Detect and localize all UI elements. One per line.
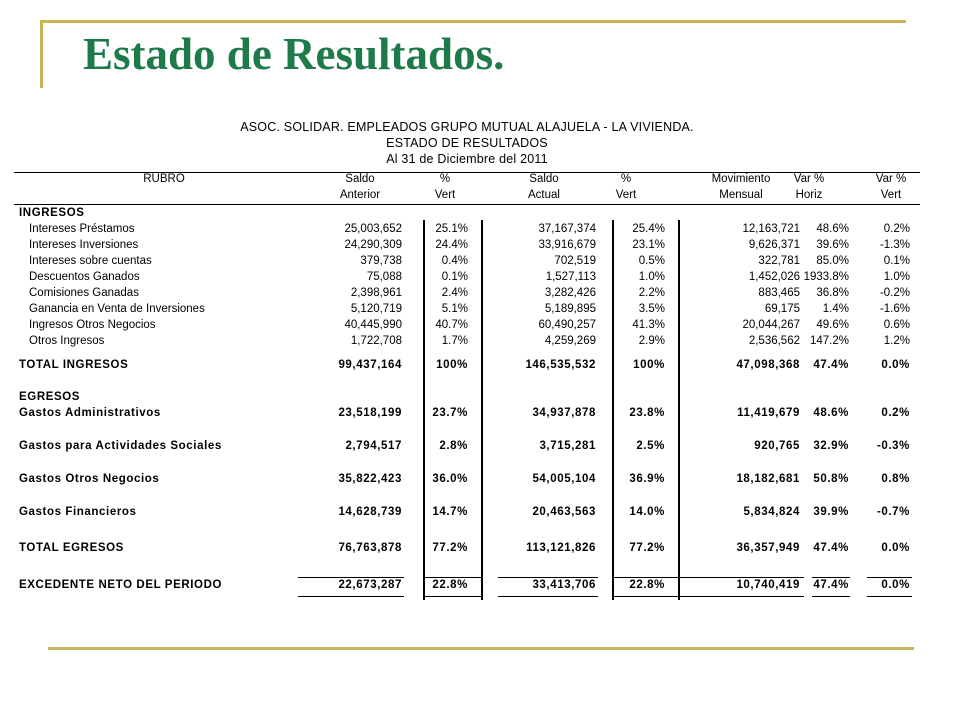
table-cell: 40,445,990: [344, 319, 402, 331]
table-cell: 0.4%: [441, 255, 468, 267]
table-cell: 0.0%: [881, 579, 910, 591]
table-cell: 1.4%: [822, 303, 849, 315]
total-underline: [612, 577, 678, 578]
report-title: ESTADO DE RESULTADOS: [386, 136, 548, 150]
table-cell: 48.6%: [813, 407, 849, 419]
table-cell: 0.2%: [883, 223, 910, 235]
column-header-7-line2: Horiz: [795, 189, 823, 201]
total-underline: [680, 596, 804, 597]
table-cell: 25.1%: [435, 223, 468, 235]
table-cell: 22.8%: [432, 579, 468, 591]
table-cell: 113,121,826: [526, 542, 596, 554]
table-cell: 0.0%: [881, 542, 910, 554]
table-cell: 920,765: [754, 440, 800, 452]
table-cell: 47,098,368: [736, 359, 800, 371]
table-cell: 36.0%: [432, 473, 468, 485]
table-cell: 33,413,706: [532, 579, 596, 591]
table-cell: 0.5%: [638, 255, 665, 267]
column-header-5-line1: %: [620, 173, 632, 185]
table-cell: 1.2%: [883, 335, 910, 347]
table-cell: 77.2%: [432, 542, 468, 554]
bottom-rule: [48, 647, 914, 650]
column-header-5-line2: Vert: [615, 189, 637, 201]
table-cell: 5,189,895: [544, 303, 596, 315]
column-header-3-line1: %: [439, 173, 451, 185]
table-cell: 33,916,679: [538, 239, 596, 251]
total-underline: [498, 577, 598, 578]
table-cell: 32.9%: [813, 440, 849, 452]
table-cell: 2.9%: [638, 335, 665, 347]
table-cell: 47.4%: [813, 579, 849, 591]
table-rule: [14, 204, 920, 205]
table-cell: 25.4%: [632, 223, 665, 235]
row-label: Intereses Inversiones: [29, 239, 139, 251]
table-cell: 23.1%: [632, 239, 665, 251]
row-label: EXCEDENTE NETO DEL PERIODO: [19, 579, 223, 591]
row-label: Gastos Otros Negocios: [19, 473, 160, 485]
table-cell: 9,626,371: [748, 239, 800, 251]
total-underline: [612, 596, 678, 597]
column-header-6-line2: Mensual: [719, 189, 763, 201]
vert-column-border: [481, 220, 483, 600]
slide-title: Estado de Resultados.: [83, 29, 505, 79]
table-cell: 24.4%: [435, 239, 468, 251]
row-label: Ingresos Otros Negocios: [29, 319, 156, 331]
table-cell: 2,794,517: [345, 440, 402, 452]
total-underline: [423, 577, 481, 578]
table-cell: 14,628,739: [338, 506, 402, 518]
total-underline: [498, 596, 598, 597]
table-cell: 18,182,681: [736, 473, 800, 485]
row-label: TOTAL EGRESOS: [19, 542, 124, 554]
table-cell: 0.6%: [883, 319, 910, 331]
table-cell: 14.0%: [629, 506, 665, 518]
table-cell: 76,763,878: [338, 542, 402, 554]
column-header-8-line1: Var %: [875, 173, 907, 185]
column-header-1-line1: RUBRO: [143, 173, 185, 185]
table-cell: 1,527,113: [545, 271, 596, 283]
table-cell: 5,120,719: [350, 303, 402, 315]
table-cell: 2.2%: [638, 287, 665, 299]
table-cell: 1.0%: [638, 271, 665, 283]
table-cell: 1933.8%: [803, 271, 849, 283]
table-cell: 34,937,878: [532, 407, 596, 419]
column-header-8-line2: Vert: [880, 189, 902, 201]
table-cell: 1,452,026: [748, 271, 800, 283]
table-cell: 100%: [633, 359, 665, 371]
table-cell: 12,163,721: [742, 223, 800, 235]
table-cell: 702,519: [554, 255, 596, 267]
row-label: Gastos Administrativos: [19, 407, 161, 419]
table-cell: 379,738: [360, 255, 402, 267]
table-cell: 3,282,426: [544, 287, 596, 299]
table-cell: 23.8%: [629, 407, 665, 419]
total-underline: [423, 596, 481, 597]
total-underline: [867, 577, 912, 578]
row-label: Otros Ingresos: [29, 335, 105, 347]
table-cell: 2.5%: [636, 440, 665, 452]
row-label: Gastos para Actividades Sociales: [19, 440, 222, 452]
column-header-3-line2: Vert: [434, 189, 456, 201]
table-cell: 146,535,532: [525, 359, 596, 371]
table-cell: 75,088: [366, 271, 402, 283]
table-cell: 0.1%: [883, 255, 910, 267]
table-cell: 20,463,563: [532, 506, 596, 518]
table-cell: 2.4%: [441, 287, 468, 299]
table-cell: 54,005,104: [532, 473, 596, 485]
table-cell: 0.2%: [881, 407, 910, 419]
total-underline: [298, 596, 404, 597]
column-header-4-line2: Actual: [528, 189, 560, 201]
table-cell: 1,722,708: [350, 335, 402, 347]
report-org-name: ASOC. SOLIDAR. EMPLEADOS GRUPO MUTUAL ALAJUELA - LA VIVIENDA.: [240, 120, 694, 134]
row-label: TOTAL INGRESOS: [19, 359, 129, 371]
row-label: Comisiones Ganadas: [29, 287, 139, 299]
row-label: Gastos Financieros: [19, 506, 137, 518]
income-statement-table: [14, 120, 920, 600]
row-label: EGRESOS: [19, 391, 81, 403]
table-cell: 11,419,679: [737, 407, 800, 419]
table-cell: 99,437,164: [338, 359, 402, 371]
table-cell: 10,740,419: [736, 579, 800, 591]
report-date: Al 31 de Diciembre del 2011: [386, 152, 548, 166]
table-cell: -0.3%: [876, 440, 910, 452]
table-cell: 39.9%: [813, 506, 849, 518]
table-cell: 40.7%: [435, 319, 468, 331]
table-cell: 4,259,269: [544, 335, 596, 347]
top-rule: [40, 20, 906, 23]
table-cell: 36.9%: [629, 473, 665, 485]
table-cell: 47.4%: [813, 359, 849, 371]
table-cell: 48.6%: [816, 223, 849, 235]
vert-column-border: [678, 220, 680, 600]
row-label: Intereses sobre cuentas: [29, 255, 152, 267]
table-cell: 69,175: [764, 303, 800, 315]
table-cell: 22.8%: [629, 579, 665, 591]
table-cell: 60,490,257: [538, 319, 596, 331]
table-cell: 2,398,961: [350, 287, 402, 299]
total-underline: [867, 596, 912, 597]
table-cell: 0.0%: [881, 359, 910, 371]
table-cell: 35,822,423: [338, 473, 402, 485]
column-header-6-line1: Movimiento: [711, 173, 771, 185]
table-cell: 100%: [436, 359, 468, 371]
table-cell: 47.4%: [813, 542, 849, 554]
left-rule: [40, 20, 43, 88]
table-cell: 50.8%: [813, 473, 849, 485]
total-underline: [298, 577, 404, 578]
table-cell: 1.0%: [883, 271, 910, 283]
row-label: Intereses Préstamos: [29, 223, 135, 235]
column-header-2-line2: Anterior: [339, 189, 381, 201]
table-cell: 3,715,281: [539, 440, 596, 452]
table-cell: -1.6%: [879, 303, 910, 315]
table-cell: 22,673,287: [338, 579, 402, 591]
table-cell: 41.3%: [632, 319, 665, 331]
table-cell: 0.1%: [441, 271, 468, 283]
table-cell: 2.8%: [439, 440, 468, 452]
table-cell: 24,290,309: [344, 239, 402, 251]
table-cell: 37,167,374: [538, 223, 596, 235]
table-cell: 0.8%: [881, 473, 910, 485]
table-cell: -0.7%: [876, 506, 910, 518]
table-cell: -1.3%: [879, 239, 910, 251]
row-label: INGRESOS: [19, 207, 85, 219]
table-cell: -0.2%: [879, 287, 910, 299]
total-underline: [812, 577, 850, 578]
table-cell: 5.1%: [441, 303, 468, 315]
total-underline: [812, 596, 850, 597]
table-cell: 36.8%: [816, 287, 849, 299]
table-cell: 23.7%: [432, 407, 468, 419]
table-cell: 2,536,562: [748, 335, 800, 347]
table-cell: 3.5%: [638, 303, 665, 315]
column-header-7-line1: Var %: [793, 173, 825, 185]
table-cell: 5,834,824: [743, 506, 800, 518]
table-cell: 322,781: [758, 255, 800, 267]
table-cell: 1.7%: [441, 335, 468, 347]
table-cell: 39.6%: [816, 239, 849, 251]
row-label: Ganancia en Venta de Inversiones: [29, 303, 205, 315]
table-cell: 23,518,199: [338, 407, 402, 419]
table-cell: 36,357,949: [736, 542, 800, 554]
table-cell: 25,003,652: [344, 223, 402, 235]
table-rule: [14, 172, 920, 173]
column-header-2-line1: Saldo: [345, 173, 375, 185]
table-cell: 85.0%: [816, 255, 849, 267]
column-header-4-line1: Saldo: [529, 173, 559, 185]
total-underline: [680, 577, 804, 578]
table-cell: 883,465: [758, 287, 800, 299]
table-cell: 49.6%: [816, 319, 849, 331]
row-label: Descuentos Ganados: [29, 271, 140, 283]
table-cell: 77.2%: [629, 542, 665, 554]
table-cell: 20,044,267: [742, 319, 800, 331]
table-cell: 147.2%: [809, 335, 849, 347]
table-cell: 14.7%: [432, 506, 468, 518]
